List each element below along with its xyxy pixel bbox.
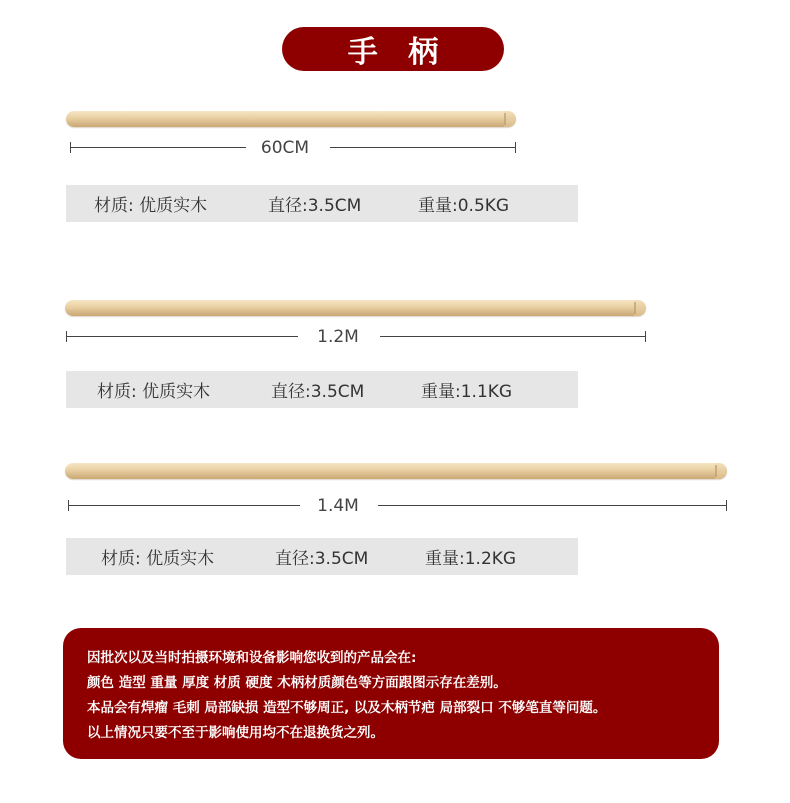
spec-bar-60cm [66, 185, 578, 222]
handle-tip [715, 463, 727, 479]
handle-tip [634, 300, 646, 316]
dimension-line-left [68, 505, 300, 506]
dimension-line-1-2m [66, 327, 646, 347]
length-label: 60CM [260, 138, 310, 158]
weight-text: 重量:1.1KG [421, 382, 513, 402]
dimension-line-right [378, 505, 726, 506]
dimension-line-right [380, 336, 645, 337]
diameter-text: 直径:3.5CM [275, 549, 369, 569]
dimension-tick-right [726, 500, 727, 511]
material-text: 材质: 优质实木 [97, 382, 211, 402]
notice-line: 颜色 造型 重量 厚度 材质 硬度 木柄材质颜色等方面跟图示存在差别。 [87, 675, 507, 691]
notice-line: 因批次以及当时拍摄环境和设备影响您收到的产品会在: [87, 650, 417, 666]
dimension-line-60cm [70, 138, 516, 158]
dimension-tick-right [645, 331, 646, 342]
length-label: 1.4M [317, 496, 359, 516]
material-text: 材质: 优质实木 [101, 549, 215, 569]
dimension-line-left [66, 336, 298, 337]
handle-tip [504, 111, 516, 127]
notice-line: 以上情况只要不至于影响使用均不在退换货之列。 [87, 725, 384, 741]
handle-image-60cm [66, 111, 516, 127]
handle-image-1-2m [65, 300, 646, 316]
dimension-line-right [330, 147, 515, 148]
spec-bar-1-2m [66, 371, 578, 408]
diameter-text: 直径:3.5CM [268, 196, 362, 216]
weight-text: 重量:1.2KG [425, 549, 517, 569]
dimension-line-left [70, 147, 246, 148]
notice-box [63, 628, 719, 759]
dimension-line-1-4m [68, 496, 727, 516]
weight-text: 重量:0.5KG [418, 196, 510, 216]
handle-image-1-4m [65, 463, 727, 479]
material-text: 材质: 优质实木 [94, 196, 208, 216]
length-label: 1.2M [317, 327, 359, 347]
dimension-tick-right [515, 142, 516, 153]
title-text: 手 柄 [347, 35, 449, 70]
notice-line: 本品会有焊瘤 毛刺 局部缺损 造型不够周正, 以及木柄节疤 局部裂口 不够笔直等问题。 [87, 700, 607, 716]
spec-bar-1-4m [66, 538, 578, 575]
page-title [282, 27, 504, 71]
diameter-text: 直径:3.5CM [271, 382, 365, 402]
